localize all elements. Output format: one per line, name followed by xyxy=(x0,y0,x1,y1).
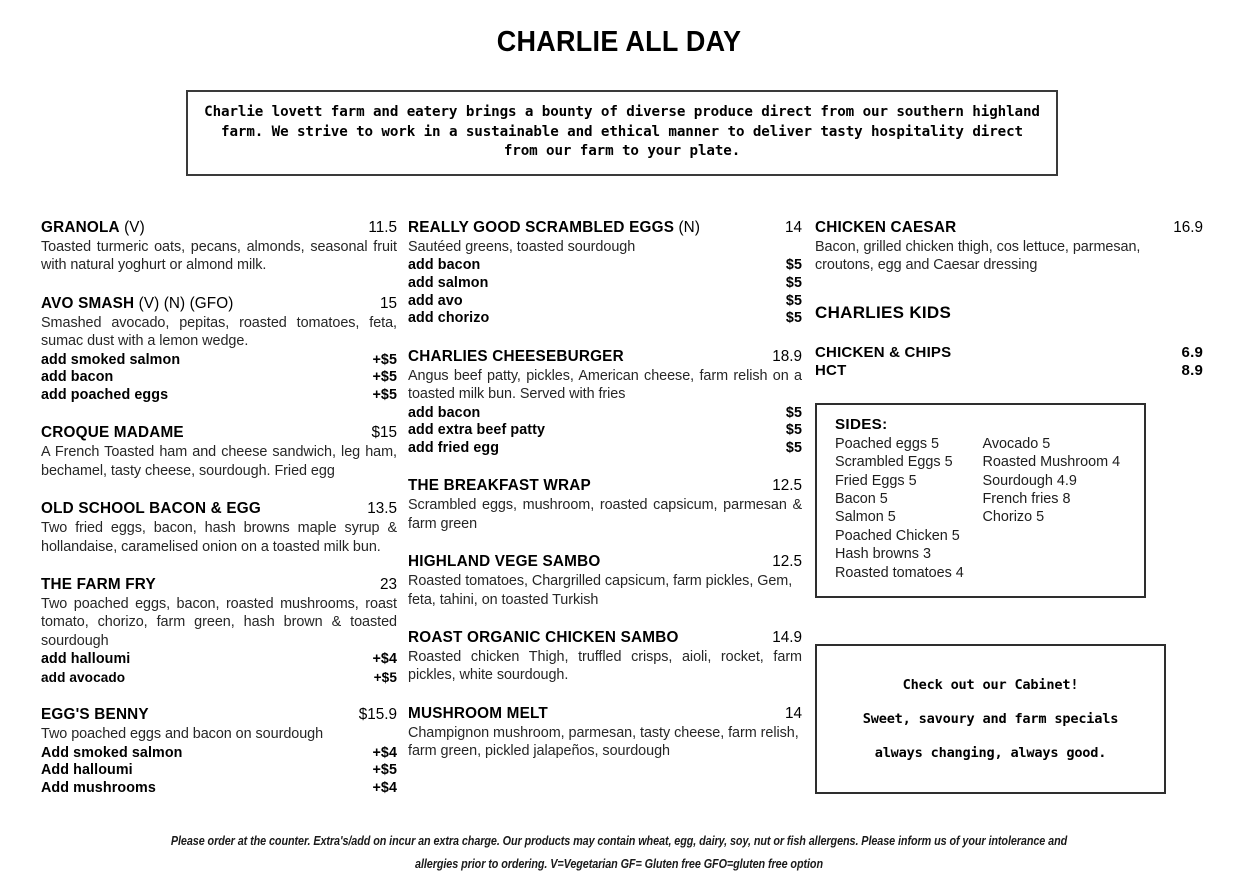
addon-label: add fried egg xyxy=(408,439,500,456)
menu-item-name: HIGHLAND VEGE SAMBO xyxy=(408,553,601,571)
menu-item-price: 12.5 xyxy=(772,553,802,571)
addon-price: +$4 xyxy=(372,744,397,761)
menu-item-name: CROQUE MADAME xyxy=(41,424,184,442)
menu-item-price: 14 xyxy=(784,219,802,236)
menu-item-header xyxy=(408,348,802,366)
side-item-roasted-tomatoes-4: Roasted tomatoes 4 xyxy=(835,564,964,581)
addon-row-add-salmon xyxy=(408,275,802,293)
side-item-poached-eggs-5: Poached eggs 5 xyxy=(835,435,940,452)
addon-price: $5 xyxy=(785,275,802,291)
menu-item-description: Two poached eggs and bacon on sourdough xyxy=(41,726,324,743)
menu-item-description: Scrambled eggs, mushroom, roasted capsicum, parmesan & farm green xyxy=(408,497,802,532)
menu-items-col1 xyxy=(41,219,397,798)
side-item-scrambled-eggs-5: Scrambled Eggs 5 xyxy=(835,454,953,471)
sides-column-right xyxy=(983,435,1131,582)
addon-label: add bacon xyxy=(408,257,481,274)
menu-item-description: Toasted turmeric oats, pecans, almonds, seasonal fruit with natural yoghurt or almond milk. xyxy=(41,239,397,274)
menu-item-name: MUSHROOM MELT xyxy=(408,704,548,722)
addon-price: +$5 xyxy=(372,386,397,403)
menu-item-mushroom-melt xyxy=(408,705,802,761)
menu-item-header xyxy=(408,705,802,723)
side-item-salmon-5: Salmon 5 xyxy=(835,509,896,526)
menu-item-description: Roasted chicken Thigh, truffled crisps, aioli, rocket, farm pickles, white sourdough. xyxy=(408,649,802,684)
menu-item-chicken-caesar xyxy=(815,219,1203,275)
menu-item-description: Champignon mushroom, parmesan, tasty cheese, farm relish, farm green, pickled jalapeños, sourdough xyxy=(408,724,799,760)
menu-item-name: THE FARM FRY xyxy=(41,576,156,594)
menu-item-header xyxy=(408,477,802,495)
menu-item-name: CHICKEN CAESAR xyxy=(815,219,957,236)
addon-label: add avo xyxy=(408,292,463,309)
addon-label: Add halloumi xyxy=(41,762,133,779)
menu-items-col2 xyxy=(408,219,802,761)
menu-item-name: REALLY GOOD SCRAMBLED EGGS (N) xyxy=(408,219,701,236)
side-item-avocado-5: Avocado 5 xyxy=(982,435,1051,452)
menu-item-header xyxy=(408,629,802,647)
menu-item-header xyxy=(41,500,397,518)
addon-row-add-avo xyxy=(408,293,802,311)
menu-item-price: 12.5 xyxy=(772,477,802,495)
menu-item-name: OLD SCHOOL BACON & EGG xyxy=(41,500,261,518)
menu-item-addons xyxy=(41,352,397,405)
menu-item-header xyxy=(408,219,802,237)
menu-item-header xyxy=(41,424,397,442)
cabinet-line-3: always changing, always good. xyxy=(874,745,1107,762)
kids-item-label: CHICKEN & CHIPS xyxy=(815,343,952,361)
mission-statement-text: Charlie lovett farm and eatery brings a bounty of diverse produce direct from our southern highland farm. We strive to work in a sustainable and ethical manner to deliver tasty hospitality direct from our farm to your plate. xyxy=(204,104,1040,159)
sides-box xyxy=(815,403,1146,598)
addon-price: +$5 xyxy=(372,762,397,779)
menu-item-header xyxy=(408,553,802,571)
menu-item-dietary-tags: (N) xyxy=(674,219,701,236)
side-item-fried-eggs-5: Fried Eggs 5 xyxy=(835,472,917,489)
sides-grid xyxy=(835,435,1130,582)
sides-title: SIDES: xyxy=(835,415,888,433)
kids-item-price: 6.9 xyxy=(1181,343,1203,361)
menu-item-description: Smashed avocado, pepitas, roasted tomatoes, feta, sumac dust with a lemon wedge. xyxy=(41,314,397,350)
menu-item-highland-vege-sambo xyxy=(408,553,802,609)
addon-row-add-bacon xyxy=(41,369,397,387)
addon-row-add-avocado xyxy=(41,669,397,687)
menu-item-description: Sautéed greens, toasted sourdough xyxy=(408,239,636,255)
menu-item-charlies-cheeseburger xyxy=(408,348,802,458)
menu-item-addons xyxy=(408,405,802,458)
addon-price: +$5 xyxy=(373,669,397,685)
menu-item-addons xyxy=(41,651,397,686)
menu-item-price: 23 xyxy=(379,576,397,594)
menu-items-col3 xyxy=(815,219,1203,275)
addon-row-add-mushrooms xyxy=(41,780,397,798)
addon-row-add-chorizo xyxy=(408,310,802,328)
addon-label: Add smoked salmon xyxy=(41,744,183,761)
kids-item-price: 8.9 xyxy=(1181,362,1203,380)
menu-item-header xyxy=(41,706,397,724)
menu-item-name: CHARLIES CHEESEBURGER xyxy=(408,347,624,365)
addon-price: +$4 xyxy=(372,780,397,797)
addon-row-add-extra-beef-patty xyxy=(408,422,802,440)
menu-item-description: Angus beef patty, pickles, American cheese, farm relish on a toasted milk bun. Served with fries xyxy=(408,367,802,403)
menu-item-addons xyxy=(408,257,802,327)
menu-item-name: ROAST ORGANIC CHICKEN SAMBO xyxy=(408,629,679,646)
menu-item-header xyxy=(41,576,397,594)
addon-label: add poached eggs xyxy=(41,386,169,403)
page-title: CHARLIE ALL DAY xyxy=(496,26,742,58)
addon-price: $5 xyxy=(785,257,802,274)
addon-row-add-smoked-salmon xyxy=(41,352,397,370)
addon-price: $5 xyxy=(785,310,802,327)
menu-item-really-good-scrambled-eggs xyxy=(408,219,802,328)
side-item-hash-browns-3: Hash browns 3 xyxy=(835,546,931,563)
addon-price: $5 xyxy=(785,292,802,309)
menu-item-roast-organic-chicken-sambo xyxy=(408,629,802,685)
menu-item-price: 11.5 xyxy=(368,219,397,236)
menu-item-description: A French Toasted ham and cheese sandwich, leg ham, bechamel, tasty cheese, sourdough. Fried egg xyxy=(41,444,397,479)
cabinet-lines xyxy=(827,668,1154,770)
addon-price: $5 xyxy=(785,439,802,456)
menu-item-egg-s-benny xyxy=(41,706,397,797)
addon-price: +$5 xyxy=(372,369,397,386)
menu-item-croque-madame xyxy=(41,424,397,480)
addon-price: $5 xyxy=(785,404,802,421)
menu-item-header xyxy=(41,219,397,237)
addon-row-add-halloumi xyxy=(41,651,397,669)
side-item-poached-chicken-5: Poached Chicken 5 xyxy=(835,527,960,544)
addon-label: add chorizo xyxy=(408,310,490,327)
addon-label: add salmon xyxy=(408,275,489,291)
addon-label: add halloumi xyxy=(41,651,131,668)
cabinet-line-1: Check out our Cabinet! xyxy=(902,677,1079,694)
addon-row-add-smoked-salmon xyxy=(41,745,397,763)
menu-item-price: 14 xyxy=(784,704,802,722)
footer-disclaimer xyxy=(0,829,1238,875)
side-item-sourdough-4-9: Sourdough 4.9 xyxy=(982,472,1077,489)
menu-item-price: 15 xyxy=(379,294,397,312)
menu-item-price: 18.9 xyxy=(772,347,802,365)
kids-menu-list xyxy=(815,344,1203,381)
addon-label: add bacon xyxy=(41,369,114,386)
menu-item-description: Two fried eggs, bacon, hash browns maple syrup & hollandaise, caramelised onion on a toasted milk bun. xyxy=(41,520,397,555)
addon-label: add smoked salmon xyxy=(41,351,181,368)
menu-item-name: AVO SMASH (V) (N) (GFO) xyxy=(41,294,234,312)
menu-item-header xyxy=(815,219,1203,237)
menu-item-description: Bacon, grilled chicken thigh, cos lettuce, parmesan, croutons, egg and Caesar dressing xyxy=(815,239,1141,274)
menu-item-price: 14.9 xyxy=(772,629,802,646)
addon-row-add-poached-eggs xyxy=(41,387,397,405)
side-item-bacon-5: Bacon 5 xyxy=(835,491,888,508)
mission-statement-box xyxy=(186,90,1058,176)
menu-columns xyxy=(0,219,1238,818)
menu-item-price: 13.5 xyxy=(367,500,397,518)
menu-item-avo-smash xyxy=(41,295,397,405)
addon-price: +$5 xyxy=(372,351,397,368)
menu-item-old-school-bacon-egg xyxy=(41,500,397,556)
kids-section-heading: CHARLIES KIDS xyxy=(815,302,952,322)
menu-item-granola xyxy=(41,219,397,275)
menu-item-addons xyxy=(41,745,397,798)
addon-price: +$4 xyxy=(372,651,397,668)
menu-column-1 xyxy=(0,219,405,818)
cabinet-line-2: Sweet, savoury and farm specials xyxy=(862,711,1119,728)
addon-label: Add mushrooms xyxy=(41,780,156,797)
menu-item-name: THE BREAKFAST WRAP xyxy=(408,477,591,495)
addon-row-add-halloumi xyxy=(41,762,397,780)
menu-item-dietary-tags: (V) xyxy=(119,219,145,236)
addon-label: add bacon xyxy=(408,404,481,421)
addon-row-add-fried-egg xyxy=(408,440,802,458)
menu-item-dietary-tags: (V) (N) (GFO) xyxy=(134,294,234,312)
menu-item-header xyxy=(41,295,397,313)
addon-label: add avocado xyxy=(41,669,126,685)
menu-item-the-breakfast-wrap xyxy=(408,477,802,533)
menu-item-price: 16.9 xyxy=(1173,219,1203,236)
menu-item-description: Two poached eggs, bacon, roasted mushrooms, roast tomato, chorizo, farm green, hash brown & toasted sourdough xyxy=(41,596,397,649)
addon-label: add extra beef patty xyxy=(408,422,546,439)
menu-item-name: GRANOLA (V) xyxy=(41,219,145,236)
kids-row-chicken-chips xyxy=(815,344,1203,363)
menu-item-price: $15 xyxy=(371,424,397,442)
footer-line-1: Please order at the counter. Extra's/add on incur an extra charge. Our products may contain wheat, egg, dairy, soy, nut or fish allergens. Please inform us of your intolerance and xyxy=(170,833,1068,848)
menu-column-3 xyxy=(810,219,1238,794)
menu-item-the-farm-fry xyxy=(41,576,397,686)
menu-item-name: EGG'S BENNY xyxy=(41,706,149,724)
menu-column-2 xyxy=(405,219,810,781)
cabinet-promo-box xyxy=(815,644,1166,794)
footer-line-2: allergies prior to ordering. V=Vegetarian GF= Gluten free GFO=gluten free option xyxy=(415,856,823,871)
sides-column-left xyxy=(835,435,983,582)
addon-price: $5 xyxy=(785,422,802,439)
kids-item-label: HCT xyxy=(815,362,847,380)
side-item-chorizo-5: Chorizo 5 xyxy=(982,509,1045,526)
addon-row-add-bacon xyxy=(408,405,802,423)
menu-item-price: $15.9 xyxy=(358,706,397,724)
addon-row-add-bacon xyxy=(408,257,802,275)
side-item-french-fries-8: French fries 8 xyxy=(982,491,1071,508)
kids-row-hct xyxy=(815,362,1203,381)
menu-item-description: Roasted tomatoes, Chargrilled capsicum, farm pickles, Gem, feta, tahini, on toasted Turkish xyxy=(408,573,793,608)
side-item-roasted-mushroom-4: Roasted Mushroom 4 xyxy=(982,454,1121,471)
